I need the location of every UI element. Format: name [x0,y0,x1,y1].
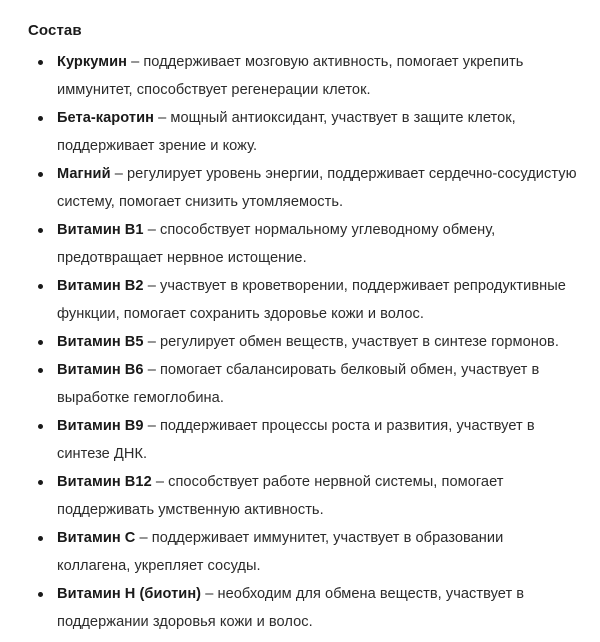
ingredient-dash: – [114,166,123,182]
ingredient-dash: – [147,362,156,378]
bullet-icon [38,480,43,485]
ingredient-term: Витамин Н (биотин) [57,586,202,602]
list-item [28,216,578,272]
ingredient-term: Витамин C [57,530,136,546]
bullet-icon [38,172,43,177]
bullet-icon [38,116,43,121]
list-item [28,580,578,636]
list-item [28,524,578,580]
ingredient-dash: – [147,222,156,238]
bullet-icon [38,228,43,233]
ingredient-description: способствует работе нервной системы, помогает поддерживать умственную активность. [57,474,504,518]
ingredient-term: Витамин B1 [57,222,144,238]
list-item [28,272,578,328]
ingredient-description: поддерживает мозговую активность, помогает укрепить иммунитет, способствует регенерации клеток. [57,54,524,98]
ingredient-description: поддерживает процессы роста и развития, участвует в синтезе ДНК. [57,418,535,462]
ingredient-term: Витамин B6 [57,362,144,378]
list-item [28,104,578,160]
ingredient-description: поддерживает иммунитет, участвует в образовании коллагена, укрепляет сосуды. [57,530,504,574]
ingredient-description: участвует в кроветворении, поддерживает репродуктивные функции, помогает сохранить здоровье кожи и волос. [57,278,566,322]
list-item [28,356,578,412]
ingredient-description: регулирует уровень энергии, поддерживает сердечно-сосудистую систему, помогает снизить утомляемость. [57,166,577,210]
ingredient-dash: – [147,278,156,294]
ingredient-description: необходим для обмена веществ, участвует в поддержании здоровья кожи и волос. [57,586,525,630]
ingredient-dash: – [147,418,156,434]
page-title: Состав [28,22,82,39]
list-item [28,328,578,356]
ingredient-dash: – [158,110,167,126]
bullet-icon [38,536,43,541]
ingredient-dash: – [205,586,214,602]
ingredient-term: Магний [57,166,111,182]
list-item [28,48,578,104]
ingredient-description: мощный антиоксидант, участвует в защите клеток, поддерживает зрение и кожу. [57,110,516,154]
ingredient-term: Витамин B12 [57,474,152,490]
bullet-icon [38,368,43,373]
ingredient-dash: – [139,530,148,546]
ingredient-dash: – [147,334,156,350]
list-item [28,468,578,524]
list-item [28,412,578,468]
ingredient-term: Витамин B5 [57,334,144,350]
bullet-icon [38,424,43,429]
ingredient-term: Куркумин [57,54,127,70]
ingredient-dash: – [155,474,165,490]
ingredient-term: Витамин B9 [57,418,144,434]
ingredient-list [28,48,578,636]
bullet-icon [38,284,43,289]
bullet-icon [38,60,43,65]
ingredient-description: регулирует обмен веществ, участвует в синтезе гормонов. [159,334,559,350]
ingredient-dash: – [131,54,140,70]
ingredient-description: способствует нормальному углеводному обмену, предотвращает нервное истощение. [57,222,496,266]
ingredient-term: Витамин B2 [57,278,144,294]
bullet-icon [38,592,43,597]
ingredient-term: Бета-каротин [57,110,154,126]
ingredient-description: помогает сбалансировать белковый обмен, участвует в выработке гемоглобина. [57,362,540,406]
bullet-icon [38,340,43,345]
list-item [28,160,578,216]
